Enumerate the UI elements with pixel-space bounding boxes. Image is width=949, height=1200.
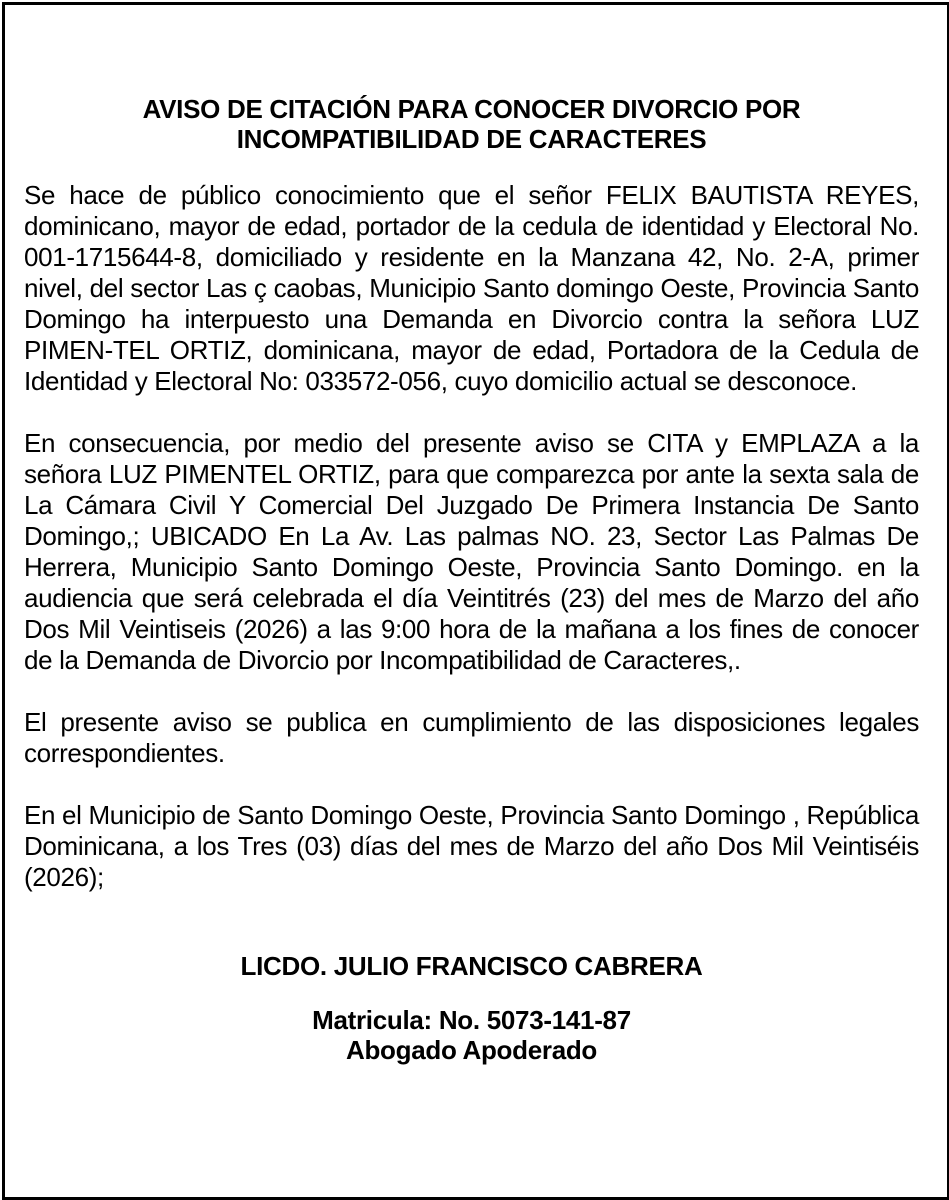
signatory-name: LICDO. JULIO FRANCISCO CABRERA bbox=[240, 951, 703, 981]
legal-notice bbox=[24, 94, 919, 1065]
signatory-matricula: Matricula: No. 5073-141-87 bbox=[312, 1005, 631, 1035]
paragraph-publication-basis: El presente aviso se publica en cumplimiento de las disposiciones legales correspondientes. bbox=[24, 707, 919, 768]
paragraph-summons-parties: Se hace de público conocimiento que el señor FELIX BAUTISTA REYES, dominicano, mayor de edad, portador de la cedula de identidad y Electoral No. 001-1715644-8, domiciliado y residente en la Manzana 42, No. 2-A, primer nivel, del sector Las ç caobas, Municipio Santo domingo Oeste, Provincia Santo Domingo ha interpuesto una Demanda en Divorcio contra la señora LUZ PIMEN-TEL ORTIZ, dominicana, mayor de edad, Portadora de la Cedula de Identidad y Electoral No: 033572-056, cuyo domicilio actual se desconoce. bbox=[24, 180, 919, 396]
signatory-role: Abogado Apoderado bbox=[345, 1035, 598, 1065]
paragraph-citation-details: En consecuencia, por medio del presente aviso se CITA y EMPLAZA a la señora LUZ PIMENTEL ORTIZ, para que comparezca por ante la sexta sala de La Cámara Civil Y Comercial Del Juzgado De Primera Instancia De Santo Domingo,; UBICADO En La Av. Las palmas NO. 23, Sector Las Palmas De Herrera, Municipio Santo Domingo Oeste, Provincia Santo Domingo. en la audiencia que será celebrada el día Veintitrés (23) del mes de Marzo del año Dos Mil Veintiseis (2026) a las 9:00 hora de la mañana a los fines de conocer de la Demanda de Divorcio por Incompatibilidad de Caracteres,. bbox=[24, 428, 919, 675]
paragraph-place-date: En el Municipio de Santo Domingo Oeste, Provincia Santo Domingo , República Dominicana, a los Tres (03) días del mes de Marzo del año Dos Mil Veintiséis (2026); bbox=[24, 800, 919, 892]
notice-title bbox=[24, 94, 919, 154]
signature-block bbox=[24, 951, 919, 1065]
notice-title-line-1: AVISO DE CITACIÓN PARA CONOCER DIVORCIO POR bbox=[142, 94, 801, 124]
notice-title-line-2: INCOMPATIBILIDAD DE CARACTERES bbox=[236, 124, 707, 154]
